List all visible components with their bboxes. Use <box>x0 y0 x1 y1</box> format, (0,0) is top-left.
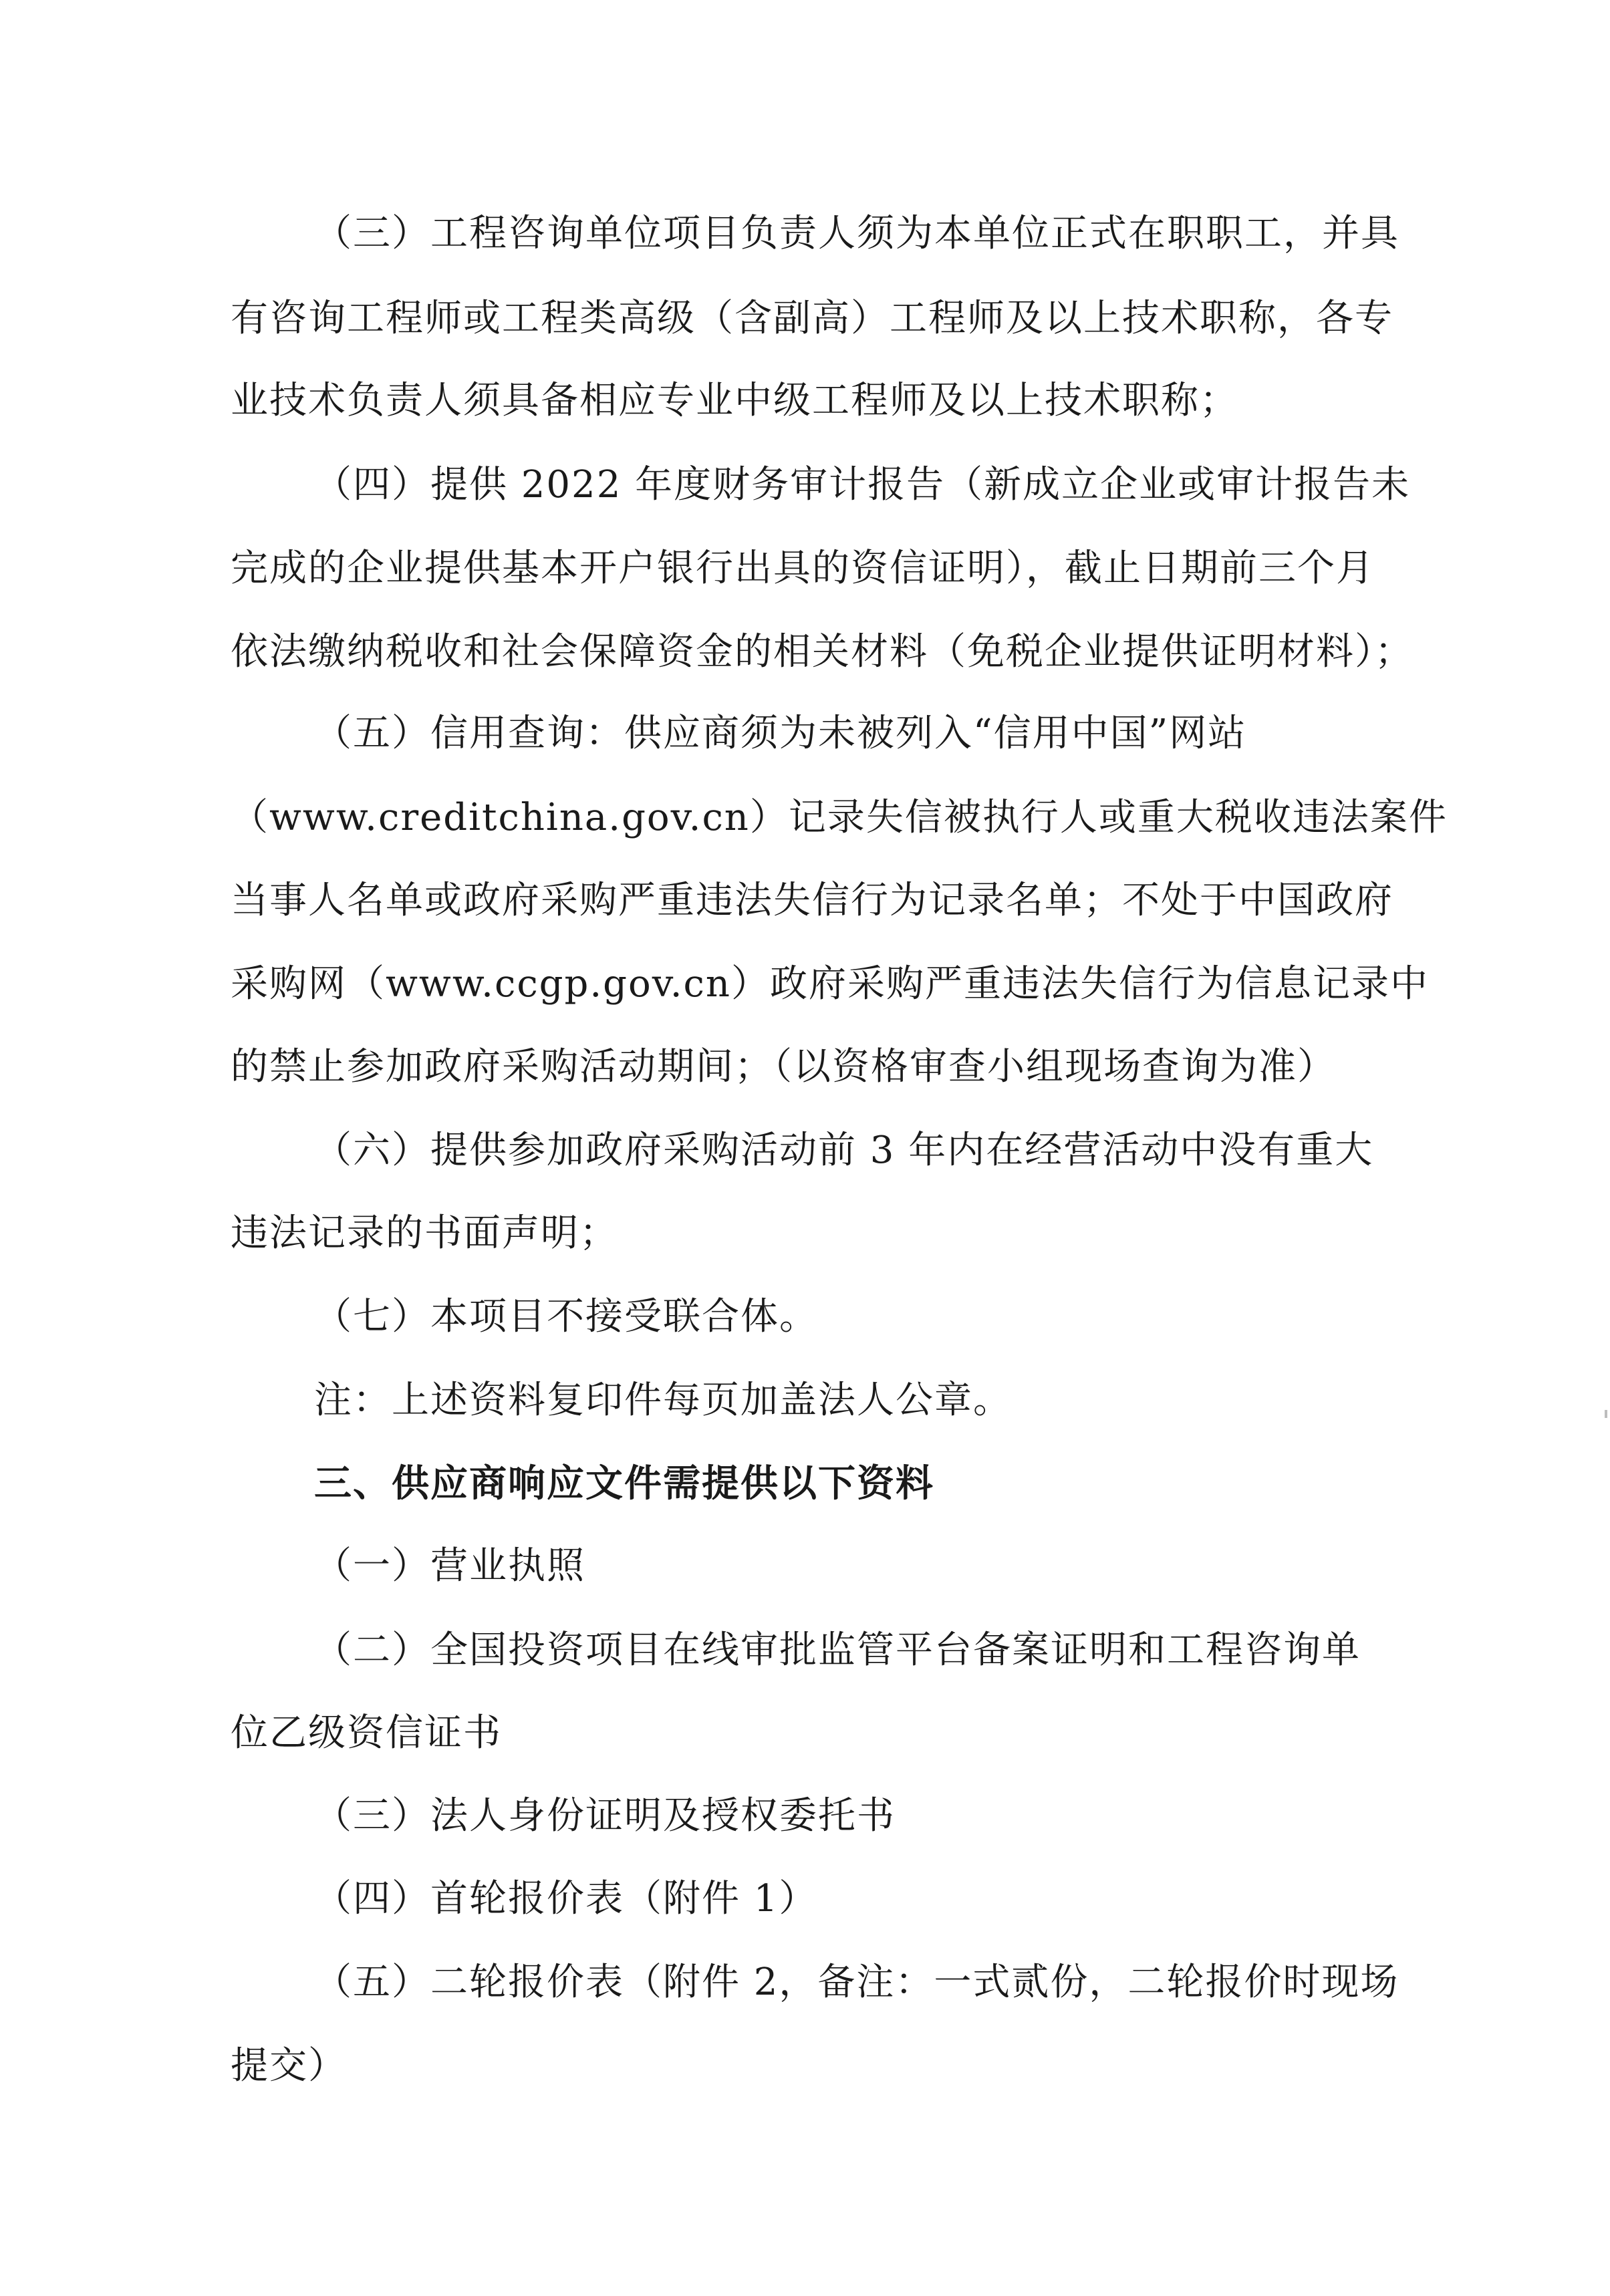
list-item-continuation: 提交） <box>231 2044 347 2088</box>
scan-mark <box>1605 1410 1607 1418</box>
text-line: （三）工程咨询单位项目负责人须为本单位正式在职职工，并具 <box>314 212 1399 255</box>
text-line: 的禁止参加政府采购活动期间；（以资格审查小组现场查询为准） <box>231 1045 1336 1089</box>
text-line: （七）本项目不接受联合体。 <box>314 1295 818 1338</box>
note-line: 注：上述资料复印件每页加盖法人公章。 <box>314 1379 1012 1422</box>
list-item: （五）二轮报价表（附件 2，备注：一式贰份，二轮报价时现场 <box>314 1961 1399 2004</box>
list-item: （四）首轮报价表（附件 1） <box>314 1877 818 1920</box>
text-line: 当事人名单或政府采购严重违法失信行为记录名单；不处于中国政府 <box>231 879 1393 922</box>
text-line: （四）提供 2022 年度财务审计报告（新成立企业或审计报告未 <box>314 463 1411 507</box>
text-line: 业技术负责人须具备相应专业中级工程师及以上技术职称； <box>231 379 1238 422</box>
list-item: （三）法人身份证明及授权委托书 <box>314 1794 896 1838</box>
section-heading: 三、供应商响应文件需提供以下资料 <box>314 1461 934 1505</box>
text-line: 依法缴纳税收和社会保障资金的相关材料（免税企业提供证明材料）； <box>231 630 1414 674</box>
text-line: （五）信用查询：供应商须为未被列入“信用中国”网站 <box>314 712 1247 755</box>
list-item-continuation: 位乙级资信证书 <box>231 1711 502 1755</box>
list-item: （二）全国投资项目在线审批监管平台备案证明和工程咨询单 <box>314 1628 1361 1672</box>
list-item: （一）营业执照 <box>314 1544 585 1588</box>
text-line: （六）提供参加政府采购活动前 3 年内在经营活动中没有重大 <box>314 1129 1374 1172</box>
text-line: 采购网（www.ccgp.gov.cn）政府采购严重违法失信行为信息记录中 <box>231 962 1429 1006</box>
text-line: （www.creditchina.gov.cn）记录失信被执行人或重大税收违法案件 <box>231 796 1448 839</box>
text-line: 完成的企业提供基本开户银行出具的资信证明），截止日期前三个月 <box>231 547 1375 590</box>
text-line: 违法记录的书面声明； <box>231 1211 618 1255</box>
text-line: 有咨询工程师或工程类高级（含副高）工程师及以上技术职称，各专 <box>231 297 1393 340</box>
